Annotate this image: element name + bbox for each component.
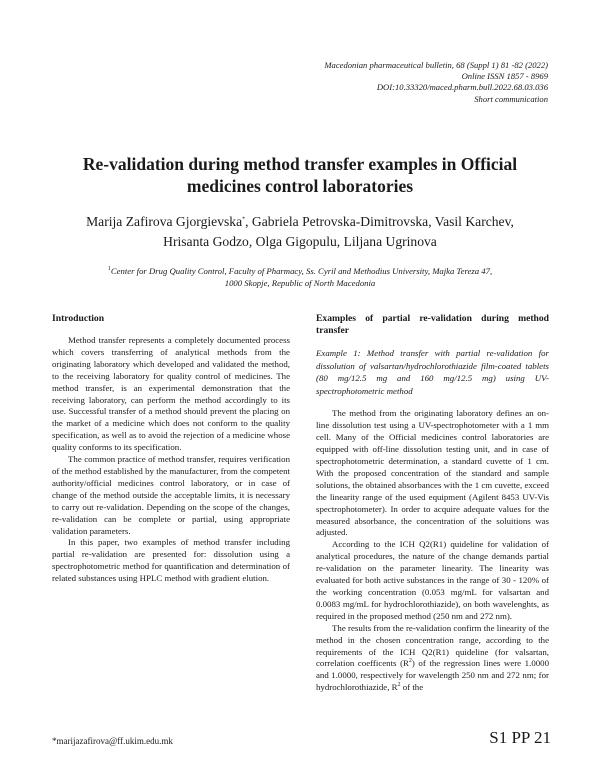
intro-paragraph-1: Method transfer represents a completely documented process which covers transferring of analytical methods from the originating laboratory which developed and validated the method, to the receiving laboratory for quality control of medicines. The method transfer, is an experimental demonstration that the receiving laboratory, can perform the method accordingly to its use. Successful transfer of a method should prevent the placing on the market of a medicine which does not conform to the quality specification, as well as to avoid the rejection of a medicine whose quality conforms to its specification. xyxy=(52,335,290,453)
examples-heading: Examples of partial re-validation during method transfer xyxy=(316,313,549,336)
affiliation-mark: 1 xyxy=(107,266,111,273)
author-list xyxy=(0,212,600,252)
left-column xyxy=(52,313,290,585)
p3-superscript-1: 2 xyxy=(408,658,412,665)
p3-text-a: The results from the re-validation confirm the linearity of the method in the chosen concentration range, according to the requirements of the ICH Q2(R1) quideline (for valsartan, correlation coefficents (R xyxy=(316,622,549,669)
right-column xyxy=(316,313,549,694)
journal-doi: DOI:10.33320/maced.pharm.bull.2022.68.03.036 xyxy=(376,82,548,93)
intro-paragraph-2: The common practice of method transfer, requires verification of the method established by the manufacturer, from the competent authority/official medicines control laboratory, or in case of change of the method outside the acceptable limits, it is necessary to carry out re-validation. Depending on the scope of the changes, re-validation can be complete or partial, using appropriate validation parameters. xyxy=(52,454,290,536)
authors-line-2: Hrisanta Godzo, Olga Gigopulu, Liljana Ugrinova xyxy=(163,234,437,249)
example-paragraph-2: According to the ICH Q2(R1) quideline for validation of analytical procedures, the nature of the change demands partial re-validation on the parameter linearity. The linearity was evaluated for both active substances in the range of 30 - 120% of the working concentration (0.053 mg/mL for valsartan and 0.0083 mg/mL for hydrochlorothiazide), on both wavelenghts, as required in the proposed method (250 nm and 272 nm). xyxy=(316,539,549,621)
title-line-1: Re-validation during method transfer examples in Official xyxy=(82,154,518,174)
example-paragraph-3 xyxy=(316,623,549,694)
introduction-heading: Introduction xyxy=(52,313,105,324)
article-type: Short communication xyxy=(474,93,548,104)
authors-rest: , Gabriela Petrovska-Dimitrovska, Vasil Karchev, xyxy=(245,214,514,229)
p3-superscript-2: 2 xyxy=(397,682,401,689)
journal-issn: Online ISSN 1857 - 8969 xyxy=(461,71,548,82)
affiliation-line-2: 1000 Skopje, Republic of North Macedonia xyxy=(224,278,376,288)
corresponding-email: *marijazafirova@ff.ukim.edu.mk xyxy=(52,736,173,746)
example-1-caption: Example 1: Method transfer with partial re-validation for dissolution of valsartan/hydrochlorothiazide film-coated tablets (80 mg/12.5 mg and 160 mg/12.5 mg) using UV-spectrophotometric method xyxy=(316,348,549,396)
author-first: Marija Zafirova Gjorgievska xyxy=(86,214,243,229)
p3-text-b: ) of the regression lines were 1.0000 and 1.0000, respectively for wavelength 250 nm and 272 nm; for hydrochlorothiazide, R xyxy=(316,658,550,693)
journal-citation: Macedonian pharmaceutical bulletin, 68 (Suppl 1) 81 -82 (2022) xyxy=(324,60,548,70)
corresponding-mark: * xyxy=(242,216,246,223)
affiliation-text-1: Center for Drug Quality Control, Faculty of Pharmacy, Ss. Cyril and Methodius University, Majka Tereza 47, xyxy=(110,266,493,276)
affiliation xyxy=(0,265,600,289)
journal-header xyxy=(324,60,548,105)
page-number: S1 PP 21 xyxy=(489,728,551,747)
intro-paragraph-3: In this paper, two examples of method transfer including partial re-validation are presented for: dissolution using a spectrophotometric method for quantification and determination of related substances using HPLC method with gradient elution. xyxy=(52,537,290,584)
example-paragraph-1: The method from the originating laboratory defines an on-line dissolution test using a UV-spectrophotometer with a 1 mm cell. Many of the Official medicines control laboratories are equipped with off-line dissolution testing unit, and in case of spectrophotometric determination, a standard cuvette of 1 cm. With the proposed concentration of the standard and sample solutions, the obtained absorbances with the 1 cm cuvette, exceed the linearity range of the used equipment (Agilent 8453 UV-Vis spectrophotometer). In order to acquire adequate values for the measured absorbance, the concentration of the soluitions was adjusted. xyxy=(316,408,549,538)
p3-text-c: of the xyxy=(400,682,424,693)
affiliation-line-1 xyxy=(0,265,600,277)
paper-title xyxy=(0,153,600,197)
title-line-2: medicines control laboratories xyxy=(186,176,414,196)
authors-line-1 xyxy=(0,212,600,232)
